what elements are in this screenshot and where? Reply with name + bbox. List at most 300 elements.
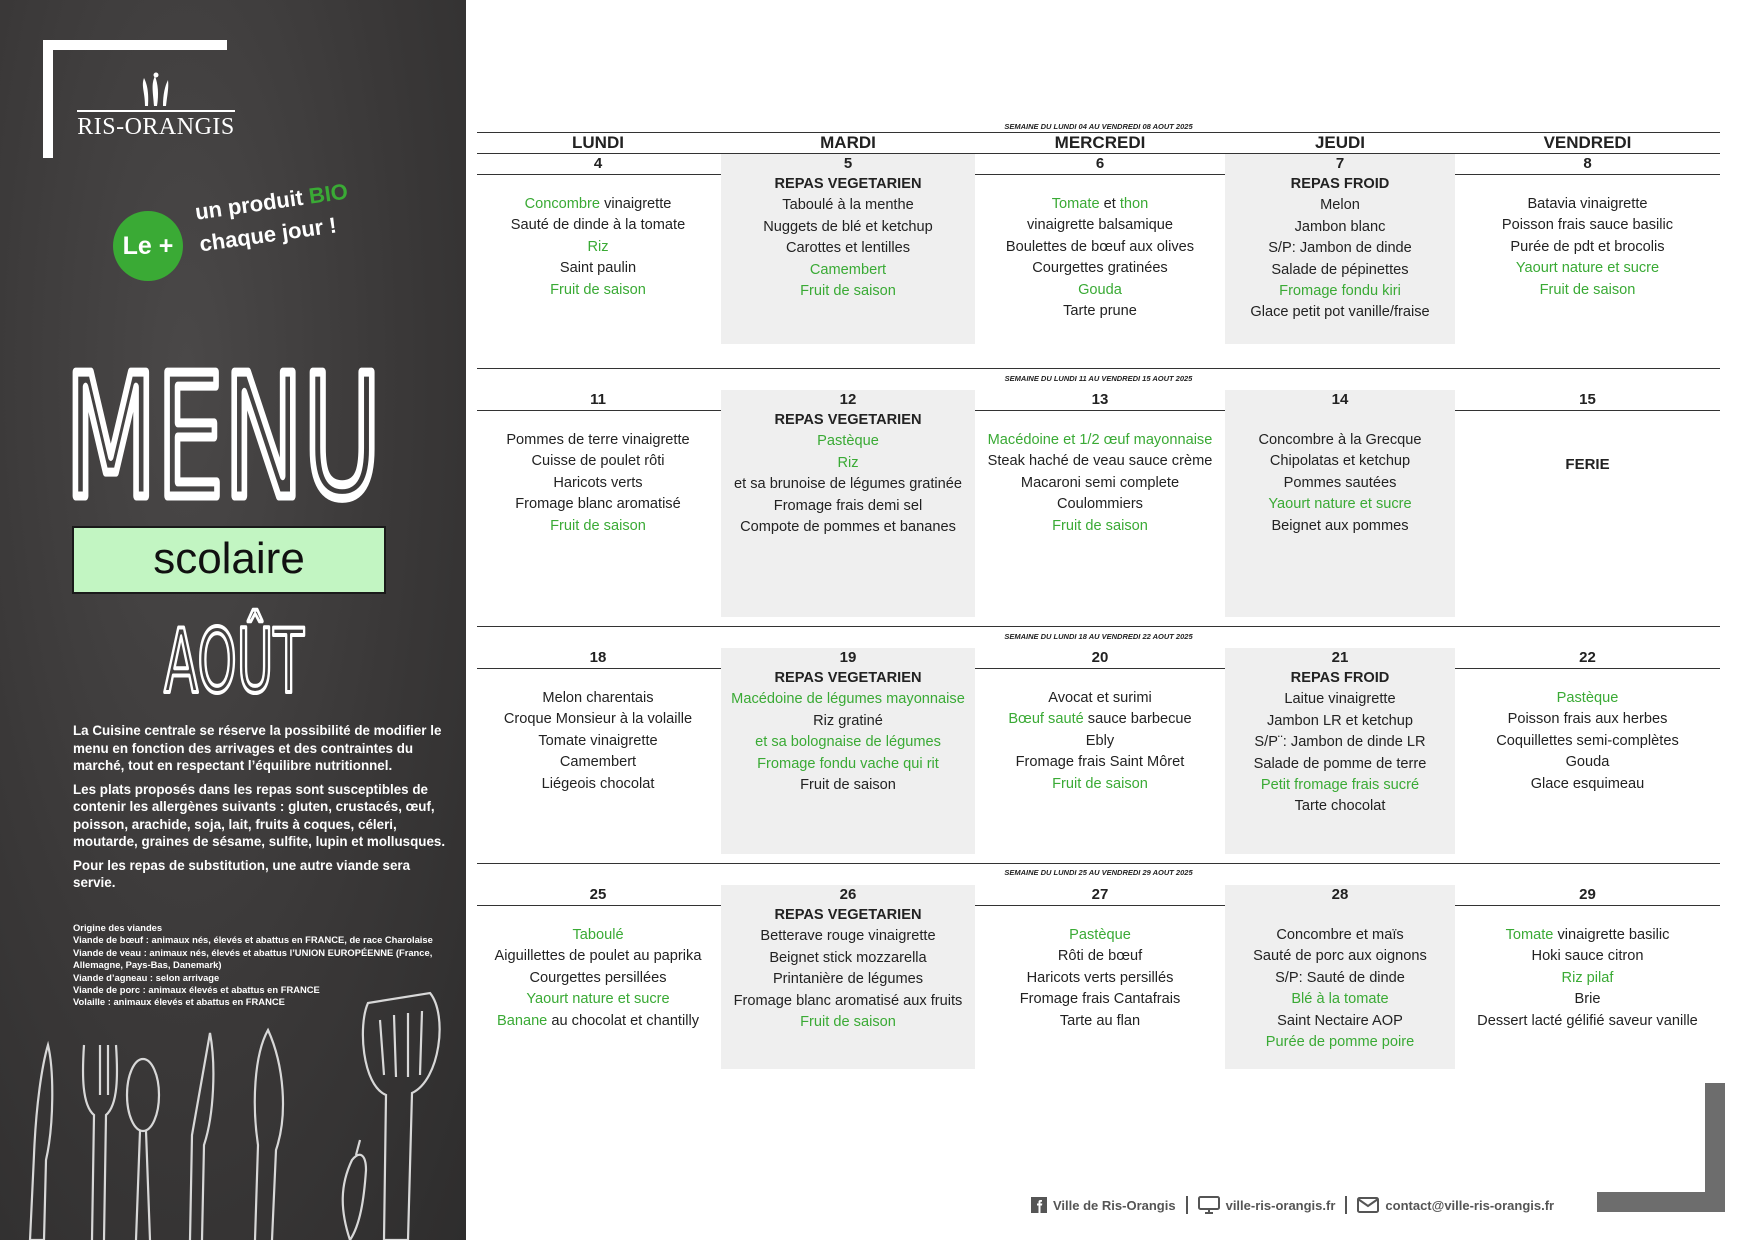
dish-text: Pommes de terre vinaigrette	[506, 432, 690, 448]
meal-item	[477, 473, 719, 494]
meal-item	[975, 516, 1225, 537]
meal-item	[477, 688, 719, 709]
meal-item	[477, 925, 719, 946]
meal-item	[1225, 430, 1455, 451]
day-name-mardi: MARDI	[820, 133, 876, 152]
meal-cell	[721, 668, 975, 796]
dish-text: Coquillettes semi-complètes	[1496, 732, 1679, 749]
dish-text: Fromage frais Cantafrais	[1019, 991, 1181, 1008]
meal-item	[721, 474, 975, 495]
meal-item	[975, 494, 1225, 515]
meal-cell	[1225, 668, 1455, 818]
divider	[477, 368, 1720, 369]
dish-text: Salade de pépinettes	[1271, 261, 1409, 278]
meal-item	[477, 752, 719, 773]
facebook-label: Ville de Ris-Orangis	[1053, 1197, 1176, 1213]
meal-item	[975, 215, 1225, 236]
monitor-icon	[1198, 1196, 1220, 1214]
meal-item	[721, 754, 975, 775]
dish-text: S/P: Sauté de dinde	[1275, 969, 1405, 986]
menu-word-text: MENU	[65, 339, 381, 508]
dish-text: Chipolatas et ketchup	[1269, 453, 1411, 470]
dish-text: Coulommiers	[1057, 496, 1143, 513]
meal-item	[975, 946, 1225, 967]
dish-text: Macaroni semi complete	[1020, 474, 1180, 491]
dish-text: Camembert	[559, 754, 637, 771]
bio-dish: Riz	[587, 238, 609, 255]
dish-text: Steak haché de veau sauce crème	[987, 453, 1213, 470]
day-number: 5	[843, 155, 853, 172]
dish-text: Fromage frais demi sel	[773, 497, 923, 514]
day-number: 22	[1579, 649, 1596, 666]
meal-cell	[1455, 454, 1720, 476]
meal-item	[975, 752, 1225, 773]
meal-item	[721, 775, 975, 796]
meat-origin-line: Viande d’agneau : selon arrivage	[73, 971, 220, 983]
bio-dish: Bœuf sauté	[1008, 711, 1084, 728]
meal-item	[477, 451, 719, 472]
day-name-mercredi: MERCREDI	[1054, 133, 1146, 152]
email-link[interactable]	[1357, 1197, 1554, 1213]
dish-text: et sa brunoise de légumes gratinée	[734, 476, 962, 493]
dish-text: REPAS VEGETARIEN	[774, 907, 922, 923]
meal-item	[1225, 775, 1455, 796]
dish-text: Tarte prune	[1063, 303, 1137, 320]
meal-item	[721, 926, 975, 947]
meal-item	[1455, 774, 1720, 795]
logo-text: RIS-ORANGIS	[77, 110, 235, 141]
notice-text	[73, 722, 451, 898]
bio-dish: Fruit de saison	[1539, 281, 1636, 298]
meal-item	[975, 194, 1225, 215]
meal-item	[1225, 732, 1455, 753]
meal-item	[477, 968, 719, 989]
meal-item	[721, 281, 975, 302]
dish-text: Ebly	[1085, 732, 1115, 749]
dish-text: Compote de pommes et bananes	[740, 519, 956, 536]
meal-item	[1225, 494, 1455, 515]
city-emblem-icon	[135, 72, 177, 108]
meat-origin-line: Viande de veau : animaux nés, élevés et abattus l’UNION EUROPÉENNE (France, Allemagne, Pays-Bas, Danemark)	[73, 946, 433, 971]
meal-item	[477, 774, 719, 795]
meal-item	[1455, 280, 1720, 301]
bio-dish: Macédoine et 1/2 œuf mayonnaise	[987, 432, 1213, 448]
day-number: 29	[1579, 886, 1596, 903]
dish-text: FERIE	[1565, 456, 1610, 473]
dish-text: Batavia vinaigrette	[1527, 196, 1648, 212]
meal-cell	[1225, 430, 1455, 537]
dish-text: Pommes sautées	[1283, 474, 1397, 491]
meal-item	[721, 1012, 975, 1033]
meal-item	[975, 968, 1225, 989]
meal-item	[1225, 754, 1455, 775]
divider	[477, 410, 1720, 411]
bio-dish: Purée de pomme poire	[1265, 1034, 1415, 1051]
meal-item	[477, 731, 719, 752]
dish-text: vinaigrette basilic	[1553, 927, 1670, 943]
meal-item	[477, 709, 719, 730]
day-number: 19	[839, 649, 857, 666]
divider	[477, 863, 1720, 864]
dish-text: Fromage frais Saint Môret	[1015, 754, 1185, 771]
dish-text: Jambon LR et ketchup	[1266, 712, 1414, 729]
meal-item	[721, 260, 975, 281]
menu-grid	[477, 0, 1720, 1240]
dish-text: Hoki sauce citron	[1531, 948, 1644, 965]
meal-item	[975, 688, 1225, 709]
day-number: 13	[1091, 391, 1109, 408]
dish-text: Nuggets de blé et ketchup	[763, 218, 933, 235]
facebook-link[interactable]	[1031, 1197, 1176, 1213]
dish-text: Jambon blanc	[1294, 218, 1386, 235]
meal-cell	[975, 925, 1225, 1032]
meal-item	[975, 430, 1225, 451]
meal-item	[1455, 968, 1720, 989]
dish-text: Sauté de dinde à la tomate	[510, 217, 686, 234]
dish-text: et	[1099, 196, 1120, 212]
meal-item	[975, 237, 1225, 258]
meal-cell	[1455, 688, 1720, 795]
dish-text: Tomate vinaigrette	[538, 732, 658, 749]
dish-text: Tarte chocolat	[1294, 798, 1386, 815]
meal-item	[1455, 946, 1720, 967]
dish-text: Laitue vinaigrette	[1284, 691, 1396, 708]
meal-item	[1225, 689, 1455, 710]
bio-dish: Fruit de saison	[800, 283, 896, 300]
meat-origin-line: Volaille : animaux élevés et abattus en FRANCE	[73, 996, 285, 1008]
bio-dish: Riz pilaf	[1561, 969, 1614, 986]
meal-item	[477, 516, 719, 537]
dish-text: REPAS VEGETARIEN	[774, 670, 922, 686]
bio-dish: Fruit de saison	[550, 281, 646, 298]
meal-item	[1225, 281, 1455, 302]
dish-text: vinaigrette balsamique	[1026, 217, 1174, 234]
month-word-text: AOÛT	[164, 610, 305, 698]
dish-text: au chocolat et chantilly	[547, 1012, 700, 1029]
meal-item	[1455, 925, 1720, 946]
meal-item	[721, 496, 975, 517]
bio-dish: Blé à la tomate	[1291, 991, 1389, 1008]
dish-text: Carottes et lentilles	[785, 240, 911, 257]
website-link[interactable]	[1198, 1196, 1336, 1214]
bio-dish: Concombre	[524, 196, 601, 212]
meal-item	[721, 948, 975, 969]
city-logo	[76, 72, 236, 141]
meal-type-label	[1225, 668, 1455, 689]
dish-text: Fruit de saison	[800, 777, 896, 794]
dish-text: Haricots verts persillés	[1026, 969, 1174, 986]
meal-item	[477, 494, 719, 515]
notice-paragraph: Les plats proposés dans les repas sont susceptibles de contenir les allergènes suivants : gluten, crustacés, œuf, poisson, arachide, soja, lait, fruits à coques, céleri, moutarde, graines de sésame, sulfite, lupin et mollusques.	[73, 781, 446, 849]
website-label: ville-ris-orangis.fr	[1225, 1197, 1336, 1213]
meal-item	[477, 237, 719, 258]
dish-text: Fromage blanc aromatisé	[515, 496, 681, 513]
bio-dish: Taboulé	[572, 927, 624, 943]
dish-text: Beignet aux pommes	[1271, 517, 1409, 534]
dish-text: Aiguillettes de poulet au paprika	[494, 948, 702, 965]
meal-cell	[477, 430, 719, 537]
meal-cell	[1225, 925, 1455, 1053]
bio-dish: et sa bolognaise de légumes	[755, 734, 941, 751]
meal-item	[1455, 1011, 1720, 1032]
divider	[477, 905, 1720, 906]
bio-badge: Le +	[113, 211, 183, 281]
day-number: 26	[839, 886, 857, 903]
dish-text: Brie	[1574, 991, 1601, 1008]
meal-item	[1225, 968, 1455, 989]
dish-text: Glace esquimeau	[1530, 775, 1645, 792]
facebook-icon	[1031, 1197, 1047, 1213]
dish-text: Betterave rouge vinaigrette	[760, 928, 936, 945]
week-header: SEMAINE DU LUNDI 25 AU VENDREDI 29 AOUT 2025	[1004, 868, 1193, 877]
dish-text: S/P: Jambon de dinde	[1268, 240, 1412, 257]
meal-item	[975, 280, 1225, 301]
dish-text: Courgettes gratinées	[1032, 260, 1168, 277]
dish-text: Melon	[1320, 197, 1360, 214]
meal-item	[1225, 711, 1455, 732]
meal-item	[721, 195, 975, 216]
meal-item	[477, 215, 719, 236]
day-number: 7	[1335, 155, 1345, 172]
meal-item	[975, 258, 1225, 279]
dish-text: Courgettes persillées	[529, 969, 667, 986]
bio-dish: Macédoine de légumes mayonnaise	[731, 691, 965, 708]
day-number: 8	[1583, 155, 1592, 172]
meal-item	[477, 280, 719, 301]
footer-separator	[1345, 1196, 1347, 1214]
bio-dish: Riz	[837, 454, 859, 471]
day-number: 18	[589, 649, 607, 666]
meal-cell	[721, 174, 975, 302]
bio-dish: Yaourt nature et sucre	[1268, 496, 1412, 513]
dish-text: REPAS FROID	[1290, 176, 1390, 192]
email-label: contact@ville-ris-orangis.fr	[1385, 1197, 1555, 1213]
day-number: 28	[1331, 886, 1349, 903]
corner-frame	[1597, 1083, 1725, 1212]
week-header: SEMAINE DU LUNDI 04 AU VENDREDI 08 AOUT 2025	[1004, 122, 1193, 131]
meal-item	[975, 301, 1225, 322]
dish-text: Gouda	[1565, 754, 1610, 771]
dish-text: Purée de pdt et brocolis	[1510, 238, 1665, 255]
meal-item	[1455, 688, 1720, 709]
meal-cell	[721, 410, 975, 538]
bio-dish: Gouda	[1078, 281, 1122, 298]
meal-type-label	[721, 905, 975, 926]
meal-cell	[975, 430, 1225, 537]
bio-dish: thon	[1119, 196, 1149, 212]
footer	[1031, 1195, 1554, 1215]
meal-item	[721, 453, 975, 474]
day-number: 15	[1579, 391, 1596, 408]
sidebar-panel	[0, 0, 466, 1240]
meal-item	[721, 689, 975, 710]
meal-item	[1455, 194, 1720, 215]
meal-item	[721, 238, 975, 259]
meal-item	[1225, 989, 1455, 1010]
meal-cell	[477, 688, 719, 795]
meal-item	[721, 732, 975, 753]
meal-item	[477, 989, 719, 1010]
meal-item	[1225, 195, 1455, 216]
day-number: 21	[1331, 649, 1349, 666]
meal-cell	[975, 194, 1225, 322]
meal-item	[1225, 260, 1455, 281]
dish-text: sauce barbecue	[1083, 711, 1192, 728]
meal-item	[1225, 238, 1455, 259]
meal-cell	[1455, 194, 1720, 301]
dish-text: Riz gratiné	[813, 712, 883, 729]
day-number: 20	[1091, 649, 1109, 666]
divider	[477, 626, 1720, 627]
meal-item	[477, 1011, 719, 1032]
week-header: SEMAINE DU LUNDI 11 AU VENDREDI 15 AOUT 2025	[1004, 374, 1193, 383]
dish-text: Concombre et maïs	[1276, 927, 1404, 943]
meal-item	[721, 969, 975, 990]
meal-type-label	[1225, 174, 1455, 195]
dish-text: Fromage blanc aromatisé aux fruits	[733, 992, 963, 1009]
meal-item	[721, 431, 975, 452]
bio-dish: Petit fromage frais sucré	[1260, 777, 1420, 794]
meat-origin-line: Viande de bœuf : animaux nés, élevés et abattus en FRANCE, de race Charolaise	[73, 934, 433, 946]
dish-text: Poisson frais sauce basilic	[1501, 217, 1674, 234]
meat-origin-title: Origine des viandes	[73, 922, 163, 933]
meal-item	[1225, 302, 1455, 323]
divider	[477, 174, 1720, 175]
meal-item	[1455, 454, 1720, 476]
bio-dish: Yaourt nature et sucre	[1515, 260, 1660, 277]
day-number: 4	[593, 155, 603, 172]
meal-type-label	[721, 410, 975, 431]
meal-item	[1225, 1011, 1455, 1032]
dish-text: REPAS FROID	[1290, 670, 1390, 686]
meal-item	[1225, 217, 1455, 238]
bio-word: BIO	[307, 178, 350, 209]
meal-item	[1225, 1032, 1455, 1053]
dish-text: Glace petit pot vanille/fraise	[1250, 304, 1430, 321]
divider	[477, 668, 1720, 669]
day-number: 12	[839, 391, 857, 408]
meal-item	[975, 1011, 1225, 1032]
meal-item	[1455, 731, 1720, 752]
meal-type-label	[721, 668, 975, 689]
bio-dish: Tomate	[1505, 927, 1554, 943]
dish-text: Melon charentais	[542, 690, 654, 706]
meal-item	[477, 194, 719, 215]
meal-cell	[477, 925, 719, 1032]
meal-item	[975, 989, 1225, 1010]
meat-origin-line: Viande de porc : animaux élevés et abattus en FRANCE	[73, 984, 320, 996]
week-header: SEMAINE DU LUNDI 18 AU VENDREDI 22 AOUT 2025	[1004, 632, 1193, 641]
meal-cell	[1225, 174, 1455, 324]
notice-paragraph: La Cuisine centrale se réserve la possibilité de modifier le menu en fonction des arrivages et des contraintes du marché, tout en respectant l’équilibre nutritionnel.	[73, 723, 442, 773]
bio-dish: Fruit de saison	[1052, 517, 1148, 534]
meal-item	[1455, 215, 1720, 236]
meal-item	[1225, 516, 1455, 537]
dish-text: Concombre à la Grecque	[1258, 432, 1422, 448]
bio-dish: Pastèque	[1556, 690, 1619, 706]
meal-cell	[721, 905, 975, 1033]
dish-text: Saint paulin	[559, 260, 637, 277]
meal-item	[477, 258, 719, 279]
meal-item	[721, 217, 975, 238]
bio-dish: Banane	[496, 1012, 548, 1029]
dish-text: Croque Monsieur à la volaille	[503, 711, 693, 728]
day-name-vendredi: VENDREDI	[1543, 133, 1632, 152]
bio-dish: Pastèque	[1069, 927, 1131, 943]
meal-item	[1455, 709, 1720, 730]
bio-dish: Fruit de saison	[1052, 775, 1148, 792]
bio-dish: Fromage fondu kiri	[1279, 283, 1401, 300]
meal-item	[1455, 258, 1720, 279]
bio-dish: Fruit de saison	[800, 1014, 896, 1031]
meal-item	[975, 451, 1225, 472]
meal-item	[975, 731, 1225, 752]
bio-tagline	[193, 176, 354, 261]
bio-dish: Camembert	[809, 261, 887, 278]
meal-cell	[477, 194, 719, 301]
dish-text: S/P¨: Jambon de dinde LR	[1254, 734, 1426, 751]
scolaire-label: scolaire	[72, 526, 386, 594]
dish-text: Printanière de légumes	[772, 971, 924, 988]
footer-separator	[1186, 1196, 1188, 1214]
dish-text: Avocat et surimi	[1048, 690, 1152, 706]
meal-item	[721, 711, 975, 732]
meal-item	[1225, 796, 1455, 817]
dish-text: Salade de pomme de terre	[1253, 755, 1427, 772]
dish-text: Beignet stick mozzarella	[769, 949, 927, 966]
day-number: 14	[1331, 391, 1349, 408]
dish-text: Rôti de bœuf	[1057, 948, 1143, 965]
dish-text: Boulettes de bœuf aux olives	[1005, 238, 1195, 255]
dish-text: Tarte au flan	[1059, 1012, 1141, 1029]
meal-item	[477, 946, 719, 967]
month-title	[160, 594, 308, 698]
dish-text: REPAS VEGETARIEN	[774, 412, 922, 428]
meal-item	[1225, 473, 1455, 494]
meal-item	[975, 709, 1225, 730]
meal-item	[1225, 925, 1455, 946]
bio-dish: Fromage fondu vache qui rit	[757, 755, 939, 772]
bio-line2: chaque jour !	[197, 212, 339, 257]
dish-text: Liégeois chocolat	[541, 775, 655, 792]
dish-text: Haricots verts	[553, 474, 643, 491]
bio-dish: Tomate	[1051, 196, 1100, 212]
menu-title	[62, 318, 384, 508]
bio-line1: un produit	[193, 184, 305, 225]
meal-item	[721, 991, 975, 1012]
bio-dish: Fruit de saison	[550, 517, 646, 534]
dish-text: Saint Nectaire AOP	[1277, 1012, 1403, 1029]
dish-text: vinaigrette	[600, 196, 672, 212]
dish-text: Cuisse de poulet rôti	[531, 453, 665, 470]
meal-cell	[1455, 925, 1720, 1032]
meal-type-label	[721, 174, 975, 195]
day-name-jeudi: JEUDI	[1314, 133, 1366, 152]
dish-text: Sauté de porc aux oignons	[1253, 948, 1427, 965]
meal-item	[975, 925, 1225, 946]
dish-text: Dessert lacté gélifié saveur vanille	[1477, 1012, 1698, 1029]
bio-dish: Yaourt nature et sucre	[526, 991, 670, 1008]
dish-text: Taboulé à la menthe	[782, 197, 914, 214]
meal-item	[1455, 989, 1720, 1010]
meal-item	[1225, 946, 1455, 967]
meal-item	[477, 430, 719, 451]
dish-text: REPAS VEGETARIEN	[774, 176, 922, 192]
meal-item	[721, 517, 975, 538]
day-number: 6	[1095, 155, 1105, 172]
utensils-illustration	[0, 985, 466, 1240]
meal-item	[975, 774, 1225, 795]
